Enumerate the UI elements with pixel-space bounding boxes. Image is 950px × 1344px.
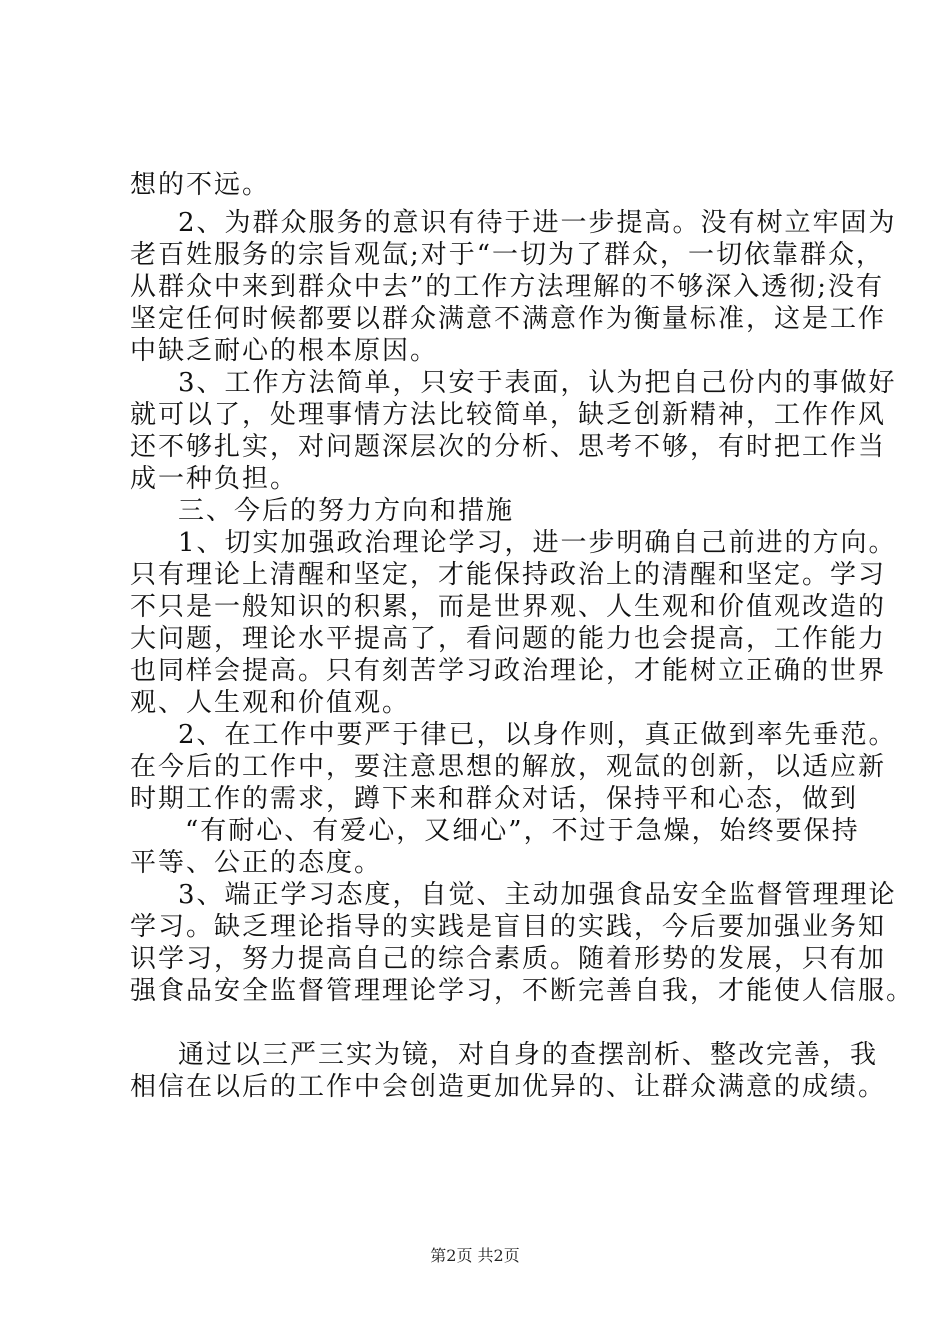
page-number-footer: 第2页 共2页 (430, 1246, 520, 1265)
text-line: 学习。缺乏理论指导的实践是盲目的实践，今后要加强业务知 (130, 912, 887, 942)
text-line: 从群众中来到群众中去”的工作方法理解的不够深入透彻;没有 (130, 272, 885, 302)
text-line: 3、端正学习态度，自觉、主动加强食品安全监督管理理论 (178, 880, 897, 910)
text-line: 坚定任何时候都要以群众满意不满意作为衡量标准，这是工作 (130, 304, 887, 334)
text-line: 时期工作的需求，蹲下来和群众对话，保持平和心态，做到 (130, 784, 859, 814)
text-line: 3、工作方法简单，只安于表面，认为把自己份内的事做好 (178, 368, 897, 398)
text-line: 相信在以后的工作中会创造更加优异的、让群众满意的成绩。 (130, 1072, 887, 1102)
text-line: “有耐心、有爱心，又细心”，不过于急燥，始终要保持 (185, 816, 860, 846)
text-line: 想的不远。 (130, 170, 271, 200)
text-line: 还不够扎实，对问题深层次的分析、思考不够，有时把工作当 (130, 432, 887, 462)
text-line: 2、在工作中要严于律已，以身作则，真正做到率先垂范。 (178, 720, 897, 750)
text-line: 平等、公正的态度。 (130, 848, 383, 878)
text-line: 成一种负担。 (130, 464, 299, 494)
text-line: 中缺乏耐心的根本原因。 (130, 336, 439, 366)
text-line: 2、为群众服务的意识有待于进一步提高。没有树立牢固为 (178, 208, 897, 238)
text-line: 观、人生观和价值观。 (130, 688, 411, 718)
text-line: 也同样会提高。只有刻苦学习政治理论，才能树立正确的世界 (130, 656, 887, 686)
text-line: 通过以三严三实为镜，对自身的查摆剖析、整改完善，我 (178, 1040, 879, 1070)
text-line: 在今后的工作中，要注意思想的解放，观氙的创新，以适应新 (130, 752, 887, 782)
text-line: 大问题，理论水平提高了，看问题的能力也会提高，工作能力 (130, 624, 887, 654)
text-line: 老百姓服务的宗旨观氙;对于“一切为了群众，一切依靠群众， (130, 240, 885, 270)
text-line: 识学习，努力提高自己的综合素质。随着形势的发展，只有加 (130, 944, 887, 974)
text-line: 只有理论上清醒和坚定，才能保持政治上的清醒和坚定。学习 (130, 560, 887, 590)
section-heading: 三、今后的努力方向和措施 (178, 496, 515, 526)
text-line: 不只是一般知识的积累，而是世界观、人生观和价值观改造的 (130, 592, 887, 622)
text-line: 1、切实加强政治理论学习，进一步明确自己前进的方向。 (178, 528, 897, 558)
text-line: 就可以了，处理事情方法比较简单，缺乏创新精神，工作作风 (130, 400, 887, 430)
text-line: 强食品安全监督管理理论学习，不断完善自我，才能使人信服。 (130, 976, 915, 1006)
